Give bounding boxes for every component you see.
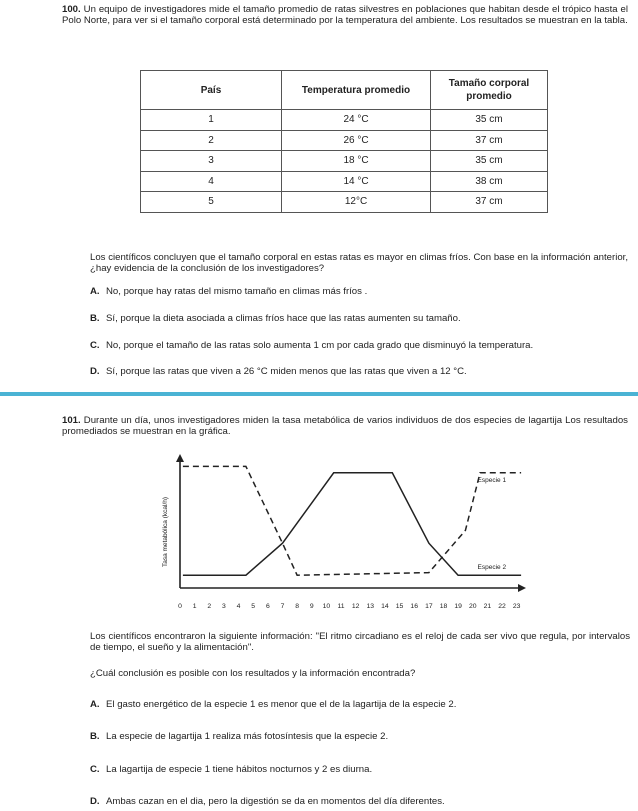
x-tick-label: 10 <box>322 603 331 610</box>
option-text: La especie de lagartija 1 realiza más fotosíntesis que la especie 2. <box>106 731 389 742</box>
table-cell: 1 <box>141 110 282 131</box>
y-axis-label: Tasa metabólica (kcal/h) <box>162 496 169 568</box>
x-tick-label: 18 <box>439 603 448 610</box>
q101-option-c[interactable] <box>90 764 630 775</box>
table-header-size-text: Tamaño corporal promedio <box>448 78 530 102</box>
x-axis-arrow <box>518 584 526 592</box>
x-tick-label: 5 <box>251 603 256 610</box>
series-especie-2-line <box>183 473 521 575</box>
q100-option-b[interactable] <box>90 313 630 324</box>
table-cell: 26 °C <box>282 130 431 151</box>
x-tick-label: 19 <box>454 603 462 610</box>
option-letter: C. <box>90 764 100 775</box>
table-cell: 5 <box>141 192 282 213</box>
x-tick-label: 22 <box>498 603 506 610</box>
table-cell: 18 °C <box>282 151 431 172</box>
table-cell: 35 cm <box>431 110 548 131</box>
x-tick-label: 12 <box>351 603 360 610</box>
table-cell: 14 °C <box>282 171 431 192</box>
q100-option-c[interactable] <box>90 340 630 351</box>
option-letter: A. <box>90 699 100 710</box>
q101-number: 101. <box>62 415 81 426</box>
q100-intro <box>62 4 628 26</box>
table-cell: 2 <box>141 130 282 151</box>
option-text: No, porque el tamaño de las ratas solo aumenta 1 cm por cada grado que disminuyó la temperatura. <box>106 340 534 351</box>
x-tick-label: 7 <box>280 603 285 610</box>
q101-intro-text: Durante un día, unos investigadores miden la tasa metabólica de varios individuos de dos especies de lagartija Los resultados promediados se muestran en la gráfica. <box>62 415 628 438</box>
metabolic-rate-chart <box>150 448 530 616</box>
x-tick-label: 11 <box>337 603 345 610</box>
table-cell: 24 °C <box>282 110 431 131</box>
x-tick-label: 3 <box>222 603 226 610</box>
option-letter: B. <box>90 313 100 324</box>
q100-intro-text: Un equipo de investigadores mide el tamaño promedio de ratas silvestres en poblaciones que habitan desde el trópico hasta el Polo Norte, para ver si el tamaño corporal está determinado por la temperatura del ambiente. Los resultados se muestran en la tabla. <box>62 4 629 27</box>
table-row <box>141 171 548 192</box>
x-tick-label: 6 <box>265 603 270 610</box>
table-cell: 37 cm <box>431 130 548 151</box>
x-tick-label: 4 <box>236 603 241 610</box>
option-text: La lagartija de especie 1 tiene hábitos nocturnos y 2 es diurna. <box>106 764 373 775</box>
table-cell: 35 cm <box>431 151 548 172</box>
q101-option-d[interactable] <box>90 796 630 807</box>
x-tick-label: 16 <box>410 603 418 610</box>
q100-question: Los científicos concluyen que el tamaño corporal en estas ratas es mayor en climas fríos. Con base en la información anterior, ¿hay evidencia de la conclusión de los investigadores? <box>90 252 628 275</box>
x-tick-label: 9 <box>309 603 314 610</box>
option-letter: B. <box>90 731 100 742</box>
table-header-country: País <box>141 71 282 110</box>
table-row <box>141 110 548 131</box>
y-axis-arrow <box>176 454 184 462</box>
table-row <box>141 192 548 213</box>
option-text: Sí, porque la dieta asociada a climas fríos hace que las ratas aumenten su tamaño. <box>106 313 461 324</box>
x-tick-label: 15 <box>395 603 404 610</box>
table-cell: 4 <box>141 171 282 192</box>
option-text: El gasto energético de la especie 1 es menor que el de la lagartija de la especie 2. <box>106 699 457 710</box>
option-letter: D. <box>90 366 100 377</box>
x-tick-label: 2 <box>207 603 212 610</box>
q101-info: Los científicos encontraron la siguiente información: "El ritmo circadiano es el reloj de cada ser vivo que regula, por intervalos de tiempo, el sueño y la alimentación". <box>90 631 630 654</box>
option-text: No, porque hay ratas del mismo tamaño en climas más fríos . <box>106 286 368 297</box>
q101-option-b[interactable] <box>90 731 630 742</box>
q100-option-a[interactable] <box>90 286 630 297</box>
table-header-size <box>431 71 548 110</box>
table-header-temperature: Temperatura promedio <box>282 71 431 110</box>
table-row <box>141 130 548 151</box>
q101-option-a[interactable] <box>90 699 630 710</box>
x-tick-label: 20 <box>468 603 477 610</box>
series-especie-1-line <box>183 466 521 575</box>
table-header-row <box>141 71 548 110</box>
x-tick-label: 17 <box>425 603 433 610</box>
option-letter: D. <box>90 796 100 807</box>
x-tick-label: 21 <box>483 603 492 610</box>
section-divider <box>0 392 638 396</box>
q100-number: 100. <box>62 4 81 15</box>
x-tick-label: 13 <box>366 603 375 610</box>
table-cell: 3 <box>141 151 282 172</box>
x-tick-label: 1 <box>192 603 197 610</box>
option-letter: C. <box>90 340 100 351</box>
series-label-especie-2: Especie 2 <box>477 564 507 572</box>
option-letter: A. <box>90 286 100 297</box>
q100-option-d[interactable] <box>90 366 630 377</box>
table-cell: 12°C <box>282 192 431 213</box>
table-cell: 37 cm <box>431 192 548 213</box>
x-tick-label: 8 <box>295 603 299 610</box>
x-tick-label: 14 <box>381 603 389 610</box>
x-tick-label: 0 <box>178 603 182 610</box>
q100-table <box>140 70 548 213</box>
x-tick-label: 23 <box>512 603 521 610</box>
series-label-especie-1: Especie 1 <box>477 476 507 484</box>
option-text: Sí, porque las ratas que viven a 26 °C miden menos que las ratas que viven a 12 °C. <box>106 366 467 377</box>
table-row <box>141 151 548 172</box>
option-text: Ambas cazan en el dia, pero la digestión se da en momentos del día diferentes. <box>106 796 445 807</box>
table-cell: 38 cm <box>431 171 548 192</box>
q101-intro <box>62 415 628 437</box>
q101-question: ¿Cuál conclusión es posible con los resultados y la información encontrada? <box>90 668 416 679</box>
